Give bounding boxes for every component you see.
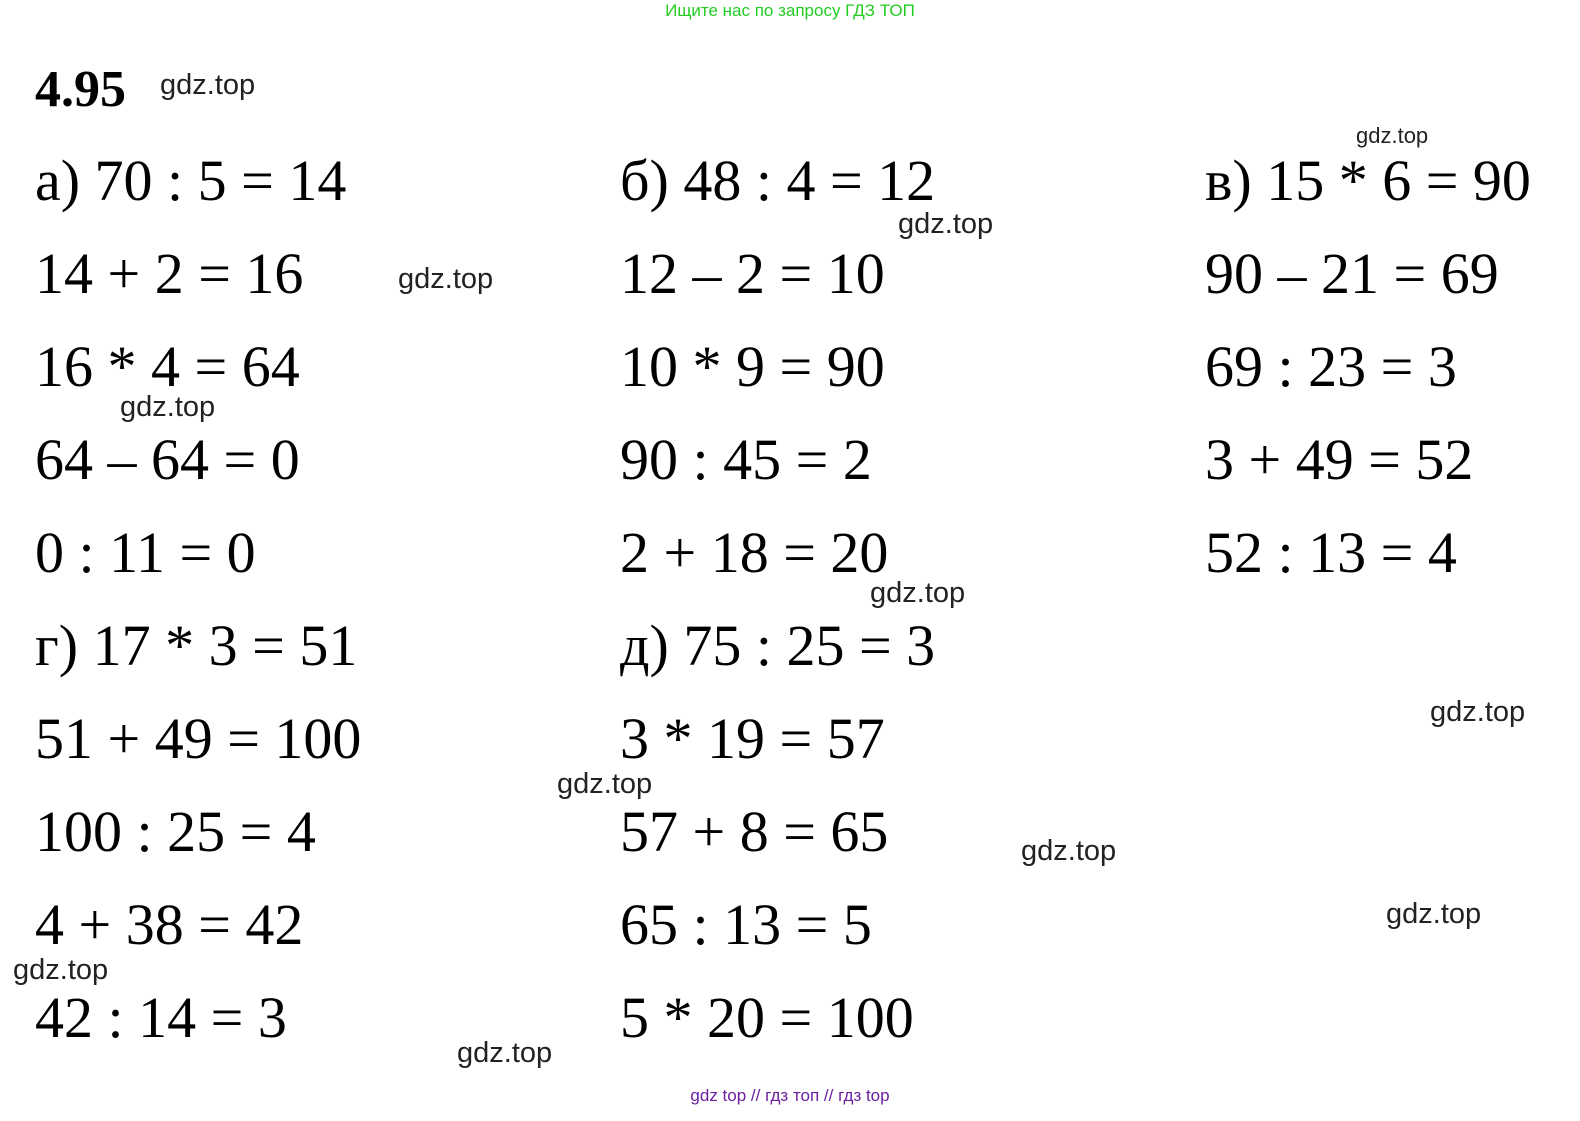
footer-links: gdz top // гдз топ // гдз top — [690, 1086, 890, 1105]
equation-d-1: д) 75 : 25 = 3 — [620, 613, 936, 678]
equation-b-4: 90 : 45 = 2 — [620, 427, 872, 492]
equation-a-4: 64 – 64 = 0 — [35, 427, 300, 492]
watermark: gdz.top — [1021, 835, 1117, 867]
equation-a-1: а) 70 : 5 = 14 — [35, 148, 347, 213]
equation-a-2: 14 + 2 = 16 — [35, 241, 304, 306]
equation-g-5: 42 : 14 = 3 — [35, 985, 287, 1050]
equation-a-3: 16 * 4 = 64 — [35, 334, 300, 399]
watermark: gdz.top — [13, 954, 109, 986]
equation-v-4: 3 + 49 = 52 — [1205, 427, 1474, 492]
equation-b-5: 2 + 18 = 20 — [620, 520, 889, 585]
exercise-number: 4.95 — [35, 61, 126, 118]
equation-d-5: 5 * 20 = 100 — [620, 985, 914, 1050]
equation-b-2: 12 – 2 = 10 — [620, 241, 885, 306]
watermark: gdz.top — [870, 577, 966, 609]
watermark: gdz.top — [898, 208, 994, 240]
equation-b-3: 10 * 9 = 90 — [620, 334, 885, 399]
equation-a-5: 0 : 11 = 0 — [35, 520, 256, 585]
equation-g-2: 51 + 49 = 100 — [35, 706, 362, 771]
watermark: gdz.top — [557, 768, 653, 800]
watermark: gdz.top — [120, 391, 216, 423]
equation-g-4: 4 + 38 = 42 — [35, 892, 304, 957]
equation-v-5: 52 : 13 = 4 — [1205, 520, 1457, 585]
equation-v-3: 69 : 23 = 3 — [1205, 334, 1457, 399]
equation-v-1: в) 15 * 6 = 90 — [1205, 148, 1531, 213]
equation-d-4: 65 : 13 = 5 — [620, 892, 872, 957]
watermark: gdz.top — [1386, 898, 1482, 930]
watermark: gdz.top — [1430, 696, 1526, 728]
equation-g-1: г) 17 * 3 = 51 — [35, 613, 358, 678]
equation-d-3: 57 + 8 = 65 — [620, 799, 889, 864]
equation-d-2: 3 * 19 = 57 — [620, 706, 885, 771]
equation-b-1: б) 48 : 4 = 12 — [620, 148, 936, 213]
equation-g-3: 100 : 25 = 4 — [35, 799, 316, 864]
watermark: gdz.top — [160, 69, 256, 101]
watermark: gdz.top — [457, 1037, 553, 1069]
equation-v-2: 90 – 21 = 69 — [1205, 241, 1499, 306]
watermark: gdz.top — [1356, 123, 1429, 148]
watermark: gdz.top — [398, 263, 494, 295]
search-banner: Ищите нас по запросу ГДЗ ТОП — [665, 1, 915, 20]
